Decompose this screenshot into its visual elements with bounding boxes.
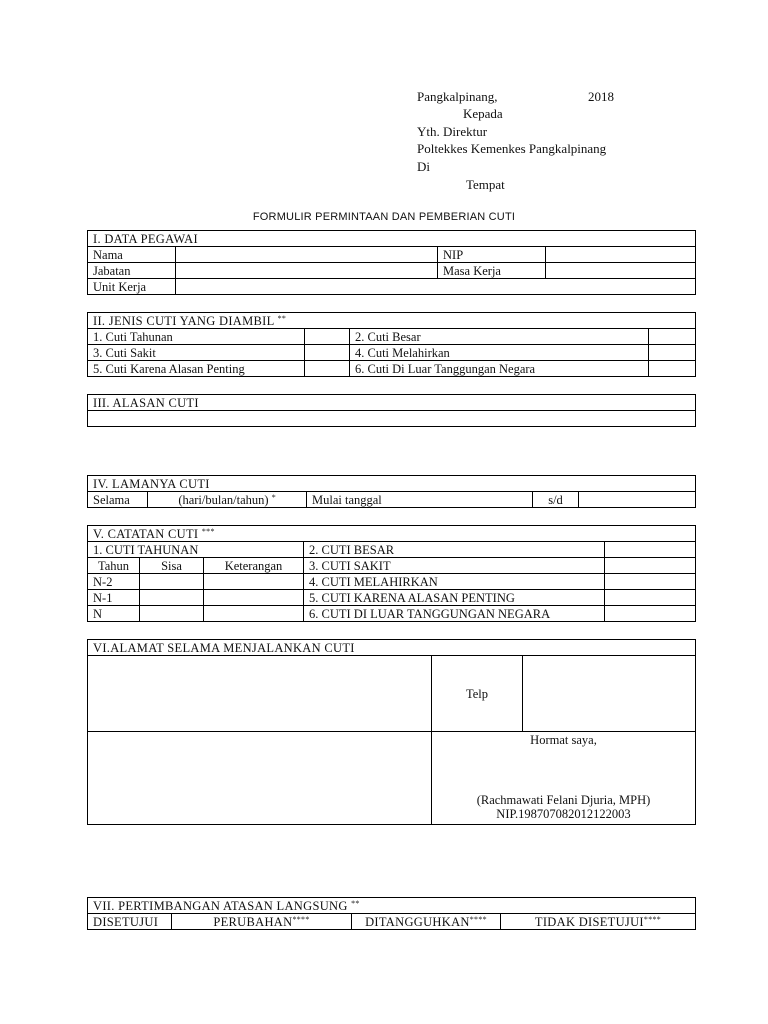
cuti-sakit-note[interactable] <box>605 558 696 574</box>
letter-di: Di <box>417 159 430 174</box>
disetujui-option[interactable]: DISETUJUI <box>88 914 172 930</box>
letter-kepada: Kepada <box>463 106 503 121</box>
cuti-alasan-penting-label: 5. CUTI KARENA ALASAN PENTING <box>304 590 605 606</box>
letter-year: 2018 <box>588 89 614 104</box>
form-title: FORMULIR PERMINTAAN DAN PEMBERIAN CUTI <box>252 211 516 223</box>
cuti-tahunan-header: 1. CUTI TAHUNAN <box>88 542 304 558</box>
cuti-besar-label: 2. CUTI BESAR <box>304 542 605 558</box>
unit-kerja-field[interactable] <box>176 279 696 295</box>
section-title: I. DATA PEGAWAI <box>88 231 696 247</box>
keterangan-n2-field[interactable] <box>204 574 304 590</box>
tahun-n1-label: N-1 <box>88 590 140 606</box>
section-lamanya-cuti <box>87 475 696 508</box>
sd-label: s/d <box>533 492 579 508</box>
nama-label: Nama <box>88 247 176 263</box>
cuti-alasan-penting-check[interactable] <box>305 361 350 377</box>
ditangguhkan-option[interactable]: DITANGGUHKAN**** <box>352 914 501 930</box>
cuti-melahirkan-label: 4. CUTI MELAHIRKAN <box>304 574 605 590</box>
section-jenis-cuti <box>87 312 696 377</box>
section-data-pegawai <box>87 230 696 295</box>
letter-tempat: Tempat <box>466 177 505 192</box>
letter-yth: Yth. Direktur <box>417 124 488 139</box>
section-title: IV. LAMANYA CUTI <box>88 476 696 492</box>
cuti-besar-check[interactable] <box>649 329 696 345</box>
unit-kerja-label: Unit Kerja <box>88 279 176 295</box>
mulai-tanggal-field[interactable]: Mulai tanggal <box>307 492 533 508</box>
tahun-header: Tahun <box>88 558 140 574</box>
tahun-n2-label: N-2 <box>88 574 140 590</box>
signer-name: (Rachmawati Felani Djuria, MPH) <box>476 793 651 807</box>
alamat-field[interactable] <box>88 656 432 732</box>
jabatan-label: Jabatan <box>88 263 176 279</box>
sisa-n2-field[interactable] <box>140 574 204 590</box>
masa-kerja-field[interactable] <box>546 263 696 279</box>
sisa-n1-field[interactable] <box>140 590 204 606</box>
blank-cell <box>88 732 432 825</box>
letter-institution: Poltekkes Kemenkes Pangkalpinang <box>417 141 607 156</box>
cuti-sakit-label: 3. CUTI SAKIT <box>304 558 605 574</box>
perubahan-option[interactable]: PERUBAHAN**** <box>172 914 352 930</box>
section-alasan-cuti <box>87 394 696 427</box>
section-title: VI.ALAMAT SELAMA MENJALANKAN CUTI <box>88 640 696 656</box>
cuti-melahirkan-label: 4. Cuti Melahirkan <box>350 345 649 361</box>
keterangan-n-field[interactable] <box>204 606 304 622</box>
section-alamat-cuti <box>87 639 696 825</box>
cuti-alasan-penting-note[interactable] <box>605 590 696 606</box>
sampai-tanggal-field[interactable] <box>579 492 696 508</box>
keterangan-n1-field[interactable] <box>204 590 304 606</box>
sisa-header: Sisa <box>140 558 204 574</box>
cuti-besar-note[interactable] <box>605 542 696 558</box>
section-title: V. CATATAN CUTI *** <box>88 526 696 542</box>
signature-block <box>432 732 696 825</box>
masa-kerja-label: Masa Kerja <box>438 263 546 279</box>
telp-field[interactable] <box>523 656 696 732</box>
telp-label: Telp <box>432 656 523 732</box>
selama-label: Selama <box>88 492 148 508</box>
cuti-melahirkan-note[interactable] <box>605 574 696 590</box>
cuti-luar-tanggungan-note[interactable] <box>605 606 696 622</box>
alasan-cuti-field[interactable] <box>88 411 696 427</box>
nama-field[interactable] <box>176 247 438 263</box>
cuti-tahunan-check[interactable] <box>305 329 350 345</box>
sisa-n-field[interactable] <box>140 606 204 622</box>
cuti-tahunan-label: 1. Cuti Tahunan <box>88 329 305 345</box>
hormat-saya: Hormat saya, <box>530 733 597 747</box>
section-title: VII. PERTIMBANGAN ATASAN LANGSUNG ** <box>88 898 696 914</box>
cuti-sakit-check[interactable] <box>305 345 350 361</box>
cuti-luar-tanggungan-check[interactable] <box>649 361 696 377</box>
signer-nip: NIP.198707082012122003 <box>496 807 631 821</box>
nip-label: NIP <box>438 247 546 263</box>
tahun-n-label: N <box>88 606 140 622</box>
section-pertimbangan-atasan <box>87 897 696 930</box>
cuti-melahirkan-check[interactable] <box>649 345 696 361</box>
cuti-alasan-penting-label: 5. Cuti Karena Alasan Penting <box>88 361 305 377</box>
cuti-sakit-label: 3. Cuti Sakit <box>88 345 305 361</box>
section-catatan-cuti <box>87 525 696 622</box>
cuti-besar-label: 2. Cuti Besar <box>350 329 649 345</box>
lama-cuti-field[interactable]: (hari/bulan/tahun) * <box>148 492 307 508</box>
keterangan-header: Keterangan <box>204 558 304 574</box>
cuti-luar-tanggungan-label: 6. Cuti Di Luar Tanggungan Negara <box>350 361 649 377</box>
nip-field[interactable] <box>546 247 696 263</box>
section-title: III. ALASAN CUTI <box>88 395 696 411</box>
letter-place: Pangkalpinang, <box>417 89 498 104</box>
jabatan-field[interactable] <box>176 263 438 279</box>
cuti-luar-tanggungan-label: 6. CUTI DI LUAR TANGGUNGAN NEGARA <box>304 606 605 622</box>
tidak-disetujui-option[interactable]: TIDAK DISETUJUI**** <box>501 914 696 930</box>
section-title: II. JENIS CUTI YANG DIAMBIL ** <box>88 313 696 329</box>
